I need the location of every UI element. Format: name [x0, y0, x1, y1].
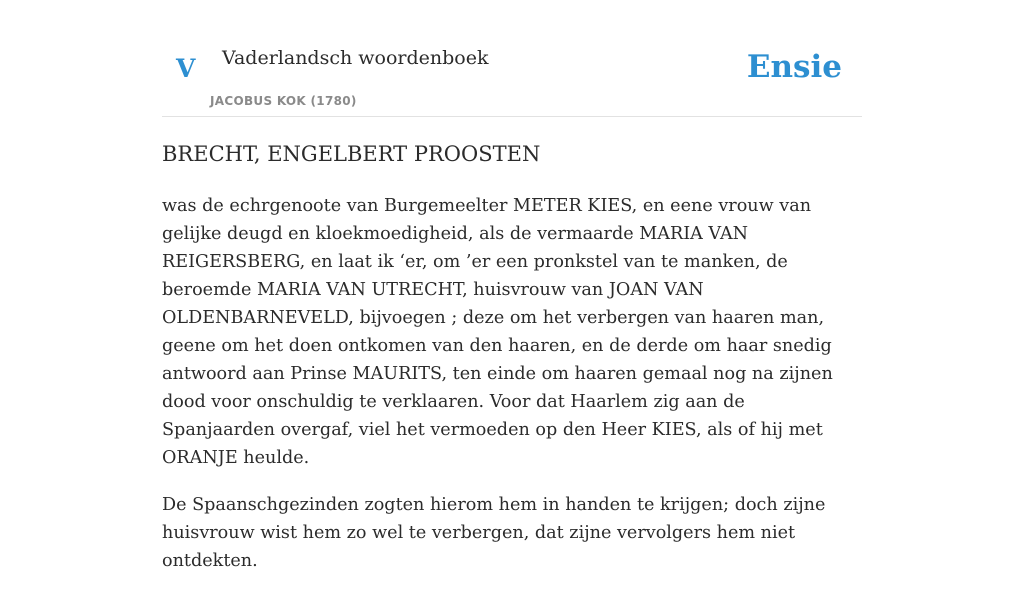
book-title-link[interactable]: Vaderlandsch woordenboek [222, 47, 489, 69]
book-letter-badge[interactable]: V [176, 54, 196, 83]
book-author: JACOBUS KOK (1780) [210, 94, 357, 108]
book-header [162, 0, 862, 117]
entry-paragraph: was de echrgenoote van Burgemeelter METER KIES, en eene vrouw van gelijke deugd en kloekmoedigheid, als de vermaarde MARIA VAN REIGERSBERG, en laat ik ‘er, om ’er een pronkstel van te manken, de beroemde MARIA VAN UTRECHT, huisvrouw van JOAN VAN OLDENBARNEVELD, bijvoegen ; deze om het verbergen van haaren man, geene om het doen ontkomen van den haaren, en de derde om haar snedig antwoord aan Prinse MAURITS, ten einde om haaren gemaal nog na zijnen dood voor onschuldig te verklaaren. Voor dat Haarlem zig aan de Spanjaarden overgaf, viel het vermoeden op den Heer KIES, als of hij met ORANJE heulde. [162, 196, 833, 468]
entry-body [162, 192, 862, 594]
entry-paragraph: De Spaanschgezinden zogten hierom hem in handen te krijgen; doch zijne huisvrouw wist hem zo wel te verbergen, dat zijne vervolgers hem niet ontdekten. [162, 495, 826, 571]
ensie-logo-link[interactable]: Ensie [746, 49, 842, 85]
entry-title: BRECHT, ENGELBERT PROOSTEN [162, 142, 541, 166]
